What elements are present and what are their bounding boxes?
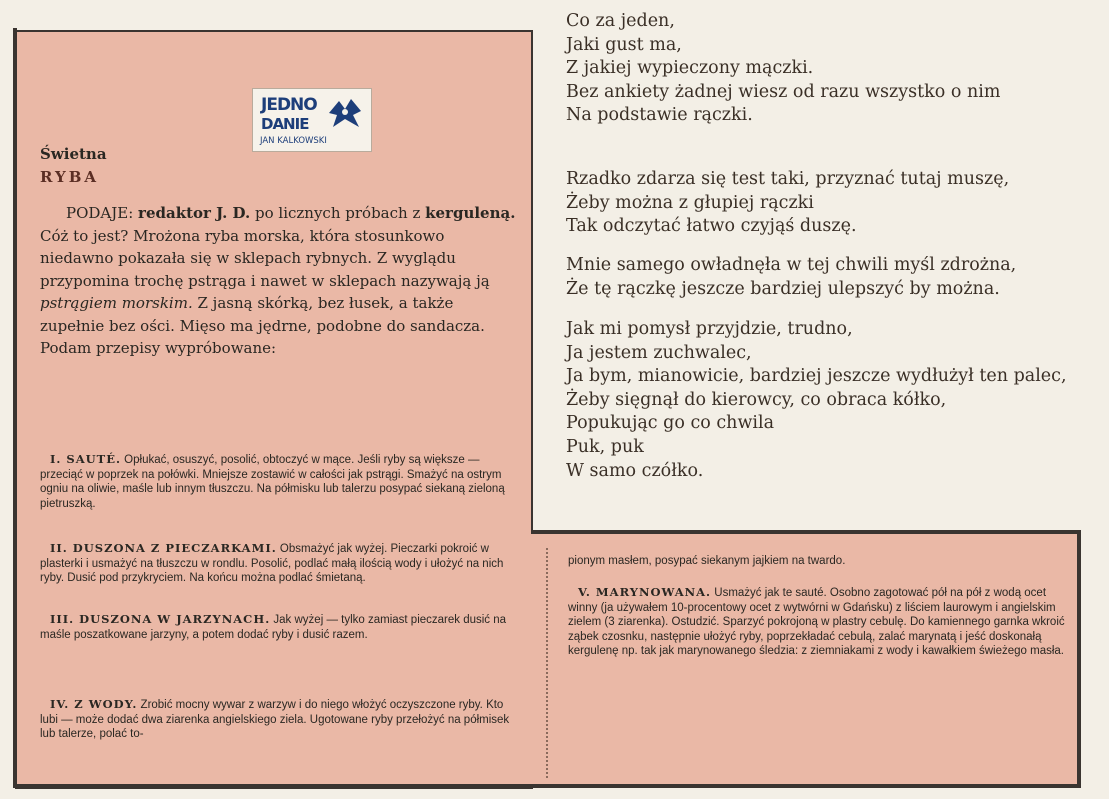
poem-line: Jak mi pomysł przyjdzie, trudno, [566,319,853,339]
panel-border-bottom [15,784,1081,788]
fish-name: kerguleną. [425,204,516,222]
poem-stanza-2 [566,168,1009,239]
panel-border-right [1077,530,1081,786]
recipe-name: II. DUSZONA Z PIECZARKAMI. [50,541,277,555]
poem-line: Rzadko zdarza się test taki, przyznać tutaj muszę, [566,169,1010,189]
poem-line: Żeby sięgnął do kierowcy, co obraca kółko, [566,389,947,410]
recipe-saute: I. SAUTÉ. Opłukać, osuszyć, posolić, obtoczyć w mące. Jeśli ryby są większe — przeciąć w poprzek na połówki. Mniejsze zostawić w całości jak pstrągi. Smażyć na ostrym ogniu na oliwie, maśle lub innym tłuszczu. Na półmisku lub talerzu posypać siekaną zieloną pietruszką. [40,452,505,510]
panel-border-left [13,28,17,788]
poem-line: Puk, puk [566,436,644,457]
poem-line: Ja bym, mianowicie, bardziej jeszcze wydłużył ten palec, [566,366,1067,387]
logo-line2: DANIE [261,115,309,133]
recipe-z-wody-continued: pionym masłem, posypać siekanym jajkiem na twardo. [568,555,846,567]
poem-line: Jaki gust ma, [566,34,682,55]
poem-line: W samo czółko. [566,460,704,481]
article-title-line2: RYBA [40,168,100,186]
poem-line: Ja jestem zuchwalec, [566,342,752,363]
poem-line: Mnie samego owładnęła w tej chwili myśl zdrożna, [566,255,1017,275]
panel-border-top [531,530,1081,534]
fish-alt-name: pstrągiem morskim. [40,294,193,312]
poem-line: Z jakiej wypieczony mączki. [566,58,814,79]
recipe-marynowana: V. MARYNOWANA. Usmażyć jak te sauté. Osobno zagotować pół na pół z wodą ocet winny (ja używałem 10-procentowy ocet z wytwórni w Gdańsku) z liściem laurowym i angielskim zielem (3 ziarenka). Ostudzić. Sparzyć pokrojoną w plastry cebulę. Do kamiennego garnka wkroić ząbek czosnku, następnie ułożyć ryby, poprzekładać cebulą, zalać marynatą i jeść doskonałą kergulenę np. tak jak marynowanego śledzia: z ziemniakami z wody i kawałkiem świeżego masła. [568,585,1065,658]
author-name: redaktor J. D. [138,204,251,222]
poem-line: Żeby można z głupiej rączki [566,192,814,213]
article-title-line1: Świetna [40,145,107,163]
poem-stanza-4 [566,318,1067,483]
recipe-duszona-pieczarki: II. DUSZONA Z PIECZARKAMI. Obsmażyć jak wyżej. Pieczarki pokroić w plasterki i usmażyć na tłuszczu w rondlu. Posolić, podlać małą ilością wody i ułożyć na nich ryby. Dusić pod przykryciem. Na końcu można podlać śmietaną. [40,541,504,585]
recipe-panel-right [531,534,1079,785]
poem-stanza-1 [566,10,1000,128]
poem-line: Bez ankiety żadnej wiesz od razu wszystko o nim [566,81,1001,102]
recipe-duszona-jarzyny: III. DUSZONA W JARZYNACH. Jak wyżej — tylko zamiast pieczarek dusić na maśle poszatkowane jarzyny, a potem dodać ryby i dusić razem. [40,612,507,641]
poem-stanza-3 [566,254,1016,301]
recipe-name: III. DUSZONA W JARZYNACH. [50,612,271,626]
poem-line: Co za jeden, [566,11,675,31]
recipe-name: V. MARYNOWANA. [578,585,712,599]
logo-author: JAN KALKOWSKI [260,136,327,146]
recipe-name: IV. Z WODY. [50,697,138,711]
article-intro: PODAJE: redaktor J. D. po licznych próbach z kerguleną. Cóż to jest? Mrożona ryba morska, która stosunkowo niedawno pokazała się w sklepach rybnych. Z wyglądu przypomina trochę pstrąga i nawet w sklepach nazywają ją pstrągiem morskim. Z jasną skórką, bez łusek, a także zupełnie bez ości. Mięso ma jędrne, podobne do sandacza. Podam przepisy wypróbowane: [40,204,516,357]
poem-line: Popukując go co chwila [566,413,775,434]
column-logo [252,88,372,152]
poem-line: Na podstawie rączki. [566,105,753,126]
fish-emblem-icon [325,93,365,133]
column-divider [546,548,548,778]
poem-line: Tak odczytać łatwo czyjąś duszę. [566,216,857,237]
recipe-name: I. SAUTÉ. [50,452,121,466]
logo-line1: JEDNO [261,95,317,115]
poem-line: Że tę rączkę jeszcze bardziej ulepszyć by można. [566,278,1000,299]
recipe-z-wody: IV. Z WODY. Zrobić mocny wywar z warzyw i do niego włożyć oczyszczone ryby. Kto lubi — może dodać dwa ziarenka angielskiego ziela. Ugotowane ryby przełożyć na półmisek lub talerze, polać to- [40,697,510,741]
